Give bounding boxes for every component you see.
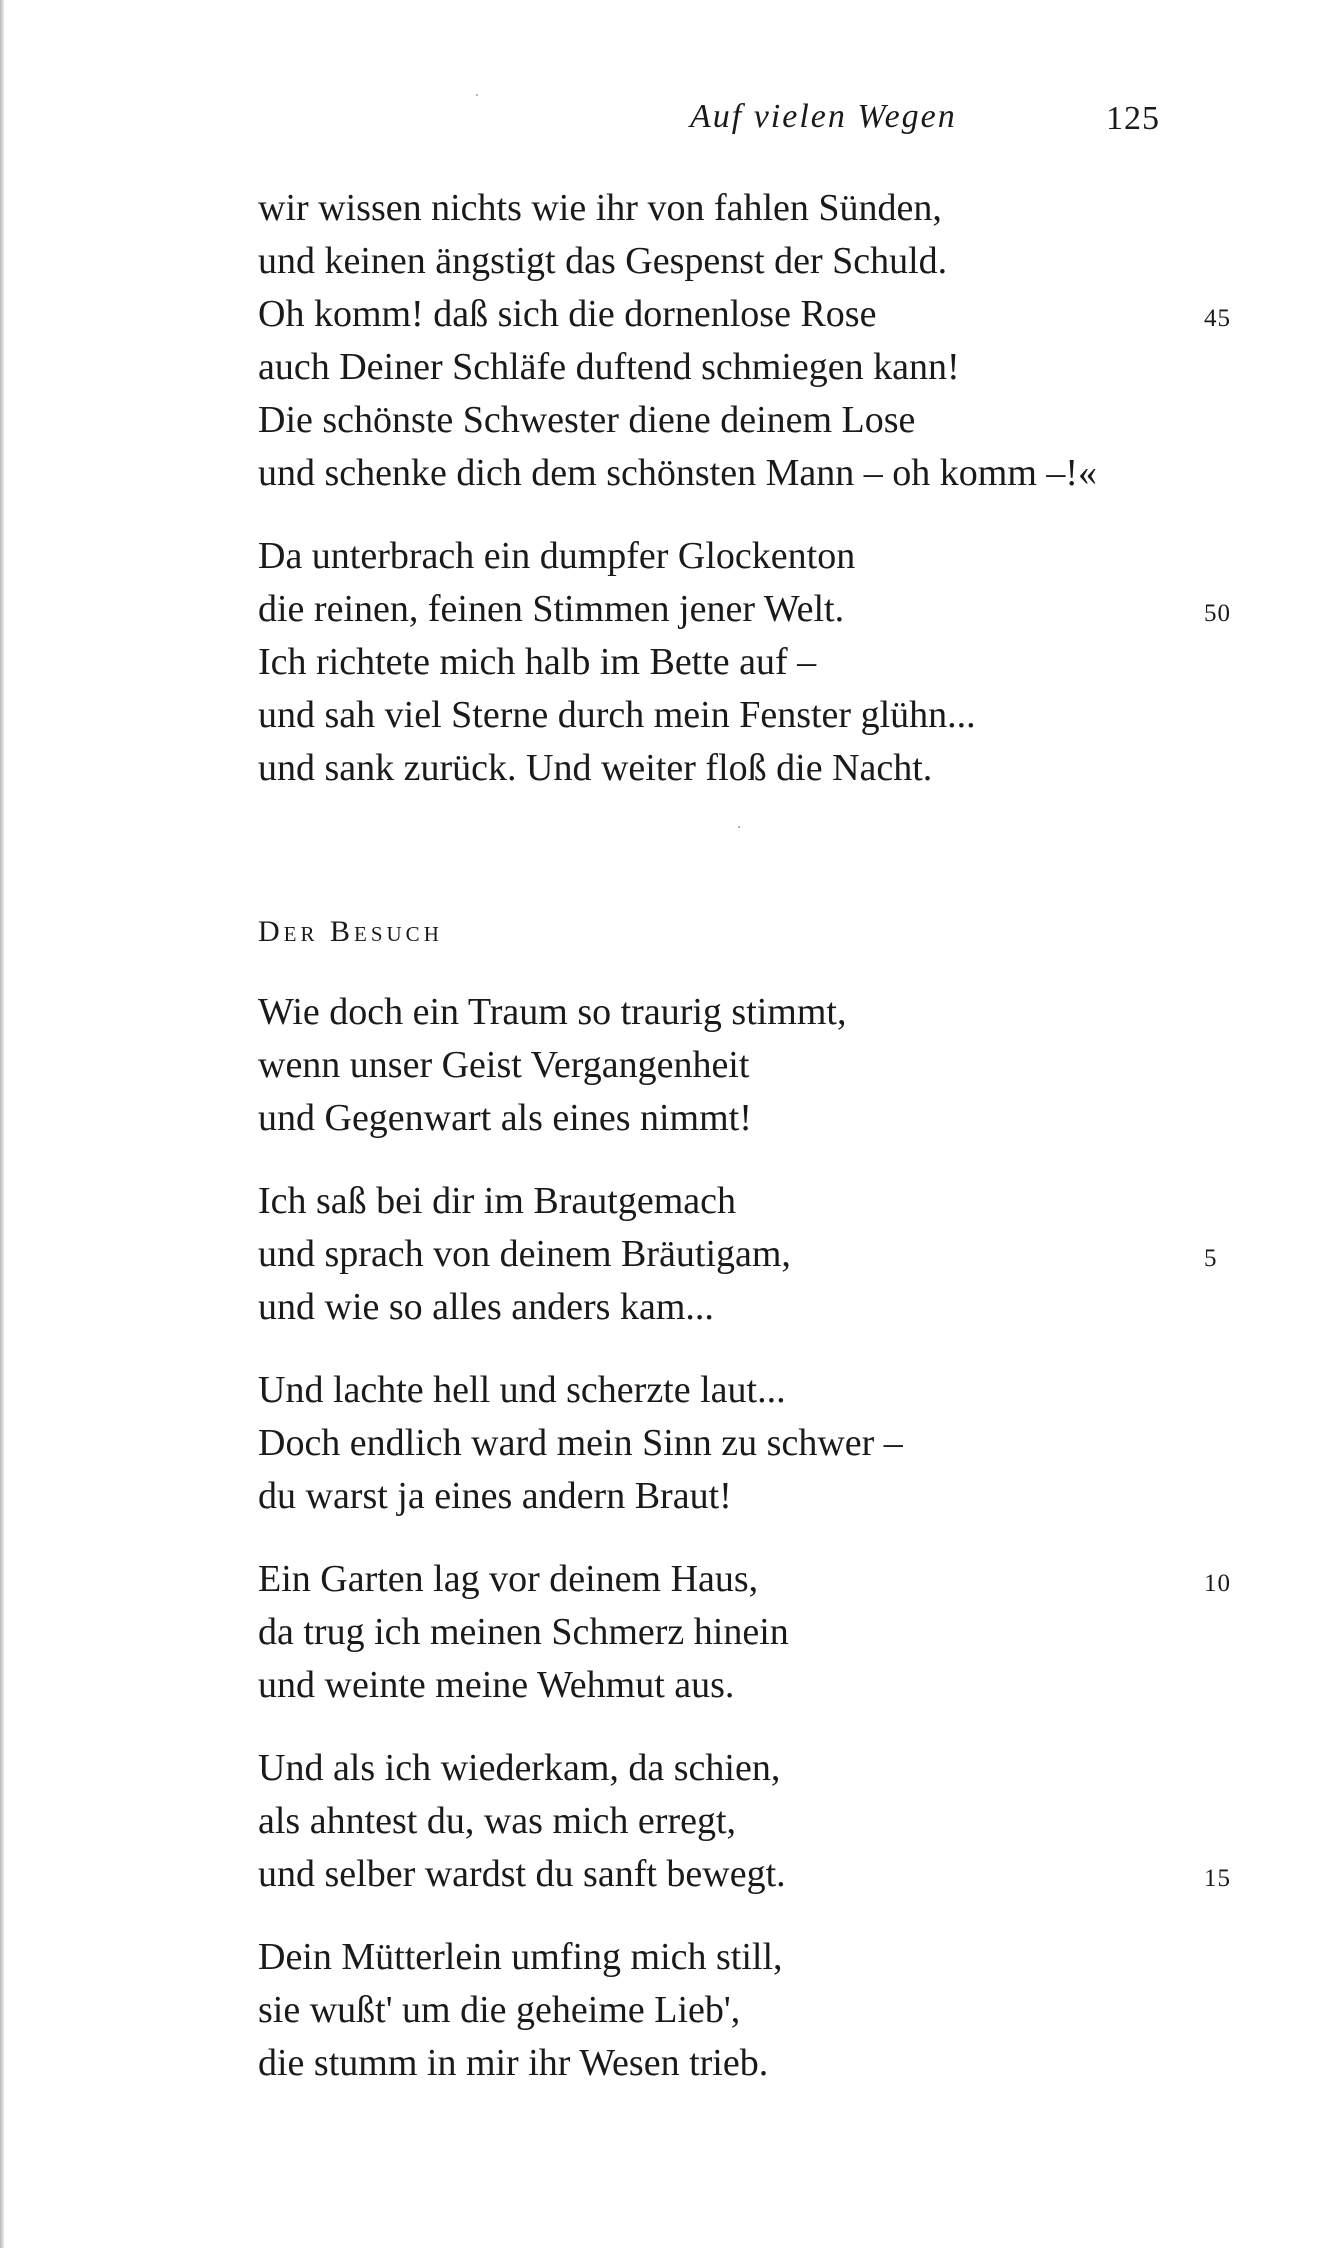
verse-text: die reinen, feinen Stimmen jener Welt.	[258, 588, 845, 630]
verse-text: wenn unser Geist Vergangenheit	[258, 1044, 750, 1086]
verse-text: als ahntest du, was mich erregt,	[258, 1800, 737, 1842]
stanza-gap	[258, 1334, 1298, 1364]
verse-line	[258, 2037, 1298, 2090]
verse-text: Doch endlich ward mein Sinn zu schwer –	[258, 1422, 903, 1464]
page-body	[258, 182, 1298, 2090]
verse-text: und keinen ängstigt das Gespenst der Schuld.	[258, 240, 948, 282]
verse-text: Wie doch ein Traum so traurig stimmt,	[258, 991, 847, 1033]
verse-line	[258, 1931, 1298, 1984]
verse-line	[258, 1553, 1298, 1606]
verse-line	[258, 1228, 1298, 1281]
stanza-gap	[258, 1712, 1298, 1742]
stanza-gap	[258, 1523, 1298, 1553]
poem-der-besuch	[258, 905, 1298, 2090]
verse-text: und selber wardst du sanft bewegt.	[258, 1853, 786, 1895]
verse-text: Oh komm! daß sich die dornenlose Rose	[258, 293, 877, 335]
stanza	[258, 530, 1298, 795]
verse-text: Ich richtete mich halb im Bette auf –	[258, 641, 817, 683]
running-title: Auf vielen Wegen	[690, 98, 957, 135]
stanza	[258, 182, 1298, 500]
stanza	[258, 1931, 1298, 2090]
verse-line	[258, 447, 1298, 500]
verse-line	[258, 235, 1298, 288]
verse-line	[258, 1795, 1298, 1848]
stanza	[258, 1364, 1298, 1523]
line-number: 45	[1204, 305, 1231, 332]
section-spacer	[258, 795, 1298, 905]
verse-line	[258, 689, 1298, 742]
verse-line	[258, 1470, 1298, 1523]
stanza	[258, 1742, 1298, 1901]
verse-line	[258, 1606, 1298, 1659]
line-number: 5	[1204, 1245, 1218, 1272]
verse-text: Dein Mütterlein umfing mich still,	[258, 1936, 783, 1978]
verse-line	[258, 341, 1298, 394]
verse-text: und wie so alles anders kam...	[258, 1286, 714, 1328]
verse-text: die stumm in mir ihr Wesen trieb.	[258, 2042, 769, 2084]
verse-line	[258, 1039, 1298, 1092]
line-number: 15	[1204, 1865, 1231, 1892]
verse-line	[258, 986, 1298, 1039]
verse-line	[258, 636, 1298, 689]
verse-text: Ich saß bei dir im Brautgemach	[258, 1180, 737, 1222]
verse-line	[258, 182, 1298, 235]
verse-line	[258, 583, 1298, 636]
verse-line	[258, 394, 1298, 447]
verse-line	[258, 288, 1298, 341]
verse-text: sie wußt' um die geheime Lieb',	[258, 1989, 741, 2031]
verse-line	[258, 1848, 1298, 1901]
verse-text: wir wissen nichts wie ihr von fahlen Sünden,	[258, 187, 942, 229]
line-number: 50	[1204, 600, 1231, 627]
verse-text: Und als ich wiederkam, da schien,	[258, 1747, 781, 1789]
stanza-gap	[258, 1901, 1298, 1931]
verse-line	[258, 1659, 1298, 1712]
page-header	[0, 98, 1341, 158]
verse-text: und sank zurück. Und weiter floß die Nacht.	[258, 747, 933, 789]
verse-line	[258, 1175, 1298, 1228]
verse-text: und sprach von deinem Bräutigam,	[258, 1233, 791, 1275]
poem-title: Der Besuch	[258, 915, 443, 948]
verse-line	[258, 742, 1298, 795]
verse-text: und schenke dich dem schönsten Mann – oh komm –!«	[258, 452, 1098, 494]
verse-line	[258, 1984, 1298, 2037]
verse-line	[258, 1417, 1298, 1470]
line-number: 10	[1204, 1570, 1231, 1597]
poem-continuation	[258, 182, 1298, 795]
stanza	[258, 1175, 1298, 1334]
verse-text: und Gegenwart als eines nimmt!	[258, 1097, 752, 1139]
stanza-gap	[258, 1145, 1298, 1175]
verse-text: Und lachte hell und scherzte laut...	[258, 1369, 786, 1411]
stanza	[258, 1553, 1298, 1712]
verse-line	[258, 1364, 1298, 1417]
verse-text: Ein Garten lag vor deinem Haus,	[258, 1558, 759, 1600]
verse-text: und sah viel Sterne durch mein Fenster glühn...	[258, 694, 976, 736]
verse-line	[258, 530, 1298, 583]
book-spine-shadow	[0, 0, 4, 2248]
page-number: 125	[1106, 100, 1160, 137]
verse-line	[258, 1281, 1298, 1334]
verse-text: Die schönste Schwester diene deinem Lose	[258, 399, 916, 441]
verse-text: auch Deiner Schläfe duftend schmiegen kann!	[258, 346, 960, 388]
print-speck	[476, 94, 478, 96]
stanza	[258, 986, 1298, 1145]
verse-text: Da unterbrach ein dumpfer Glockenton	[258, 535, 856, 577]
stanza-gap	[258, 500, 1298, 530]
verse-text: du warst ja eines andern Braut!	[258, 1475, 732, 1517]
verse-text: da trug ich meinen Schmerz hinein	[258, 1611, 789, 1653]
verse-text: und weinte meine Wehmut aus.	[258, 1664, 735, 1706]
verse-line	[258, 1092, 1298, 1145]
verse-line	[258, 1742, 1298, 1795]
